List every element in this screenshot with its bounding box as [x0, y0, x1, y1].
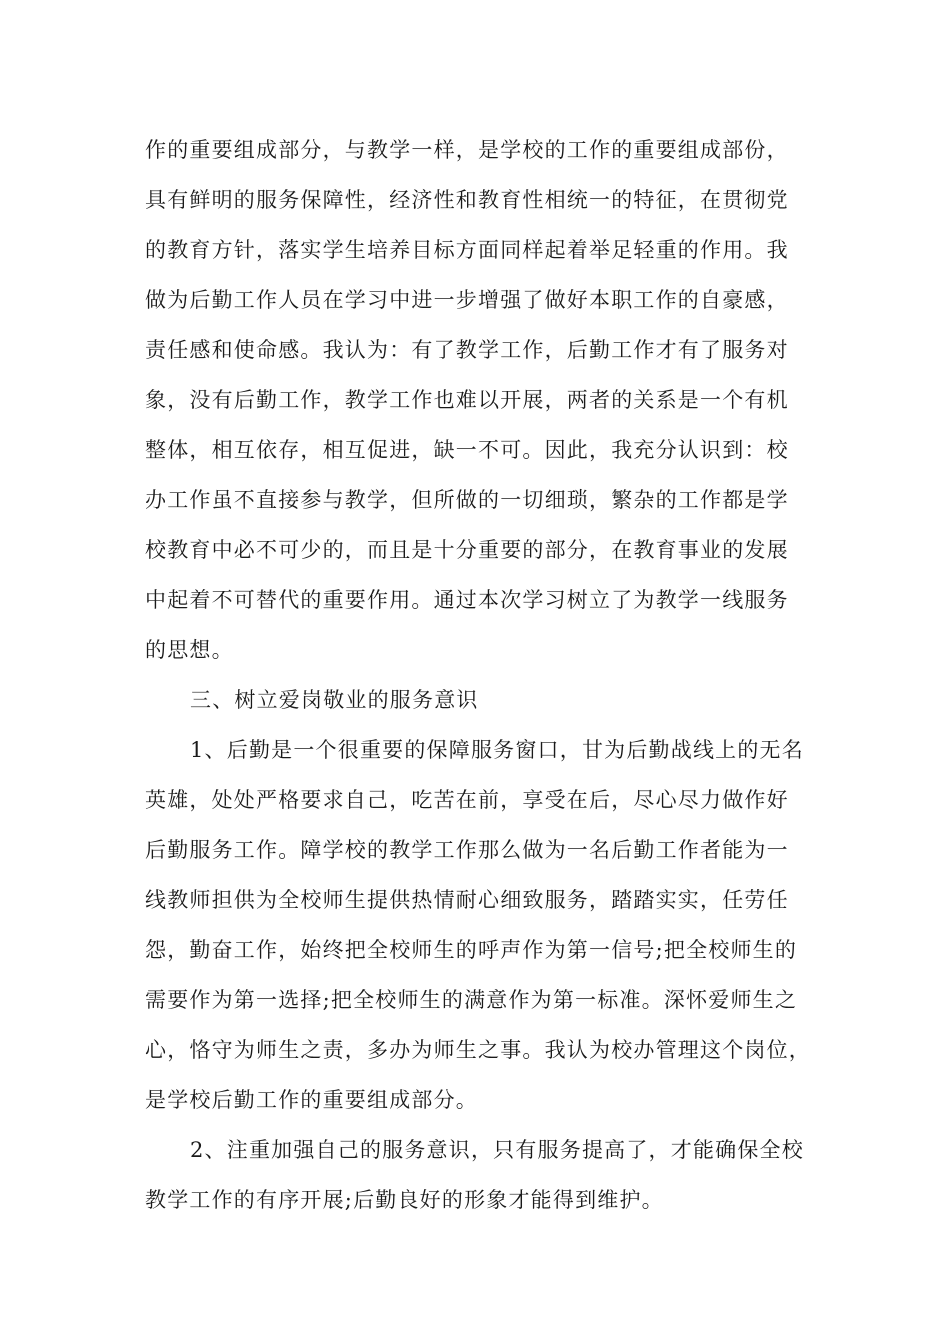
text-line: 怨，勤奋工作，始终把全校师生的呼声作为第一信号;把全校师生的: [145, 938, 798, 962]
text-line: 是学校后勤工作的重要组成部分。: [145, 1088, 478, 1112]
text-line: 责任感和使命感。我认为：有了教学工作，后勤工作才有了服务对: [145, 338, 789, 362]
text-line: 作的重要组成部分，与教学一样，是学校的工作的重要组成部份，: [145, 138, 789, 162]
text-line: 办工作虽不直接参与教学，但所做的一切细琐，繁杂的工作都是学: [145, 488, 789, 512]
text-line: 的教育方针，落实学生培养目标方面同样起着举足轻重的作用。我: [145, 238, 789, 262]
text-line: 线教师担供为全校师生提供热情耐心细致服务，踏踏实实，任劳任: [145, 888, 789, 912]
text-line: 象，没有后勤工作，教学工作也难以开展，两者的关系是一个有机: [145, 388, 789, 412]
text-line: 的思想。: [145, 638, 234, 662]
text-line: 做为后勤工作人员在学习中进一步增强了做好本职工作的自豪感，: [145, 288, 789, 312]
text-line: 教学工作的有序开展;后勤良好的形象才能得到维护。: [145, 1188, 664, 1212]
text-line: 后勤服务工作。障学校的教学工作那么做为一名后勤工作者能为一: [145, 838, 789, 862]
text-line: 整体，相互依存，相互促进，缺一不可。因此，我充分认识到：校: [145, 438, 789, 462]
text-line: 中起着不可替代的重要作用。通过本次学习树立了为教学一线服务: [145, 588, 789, 612]
text-line: 2、注重加强自己的服务意识，只有服务提高了，才能确保全校: [190, 1138, 804, 1162]
text-line: 需要作为第一选择;把全校师生的满意作为第一标准。深怀爱师生之: [145, 988, 798, 1012]
text-line: 具有鲜明的服务保障性，经济性和教育性相统一的特征，在贯彻党: [145, 188, 789, 212]
text-line: 心，恪守为师生之责，多办为师生之事。我认为校办管理这个岗位，: [145, 1038, 811, 1062]
text-line: 英雄，处处严格要求自己，吃苦在前，享受在后，尽心尽力做作好: [145, 788, 789, 812]
text-line: 校教育中必不可少的，而且是十分重要的部分，在教育事业的发展: [145, 538, 789, 562]
section-heading: 三、树立爱岗敬业的服务意识: [190, 688, 479, 712]
text-line: 1、后勤是一个很重要的保障服务窗口，甘为后勤战线上的无名: [190, 738, 804, 762]
